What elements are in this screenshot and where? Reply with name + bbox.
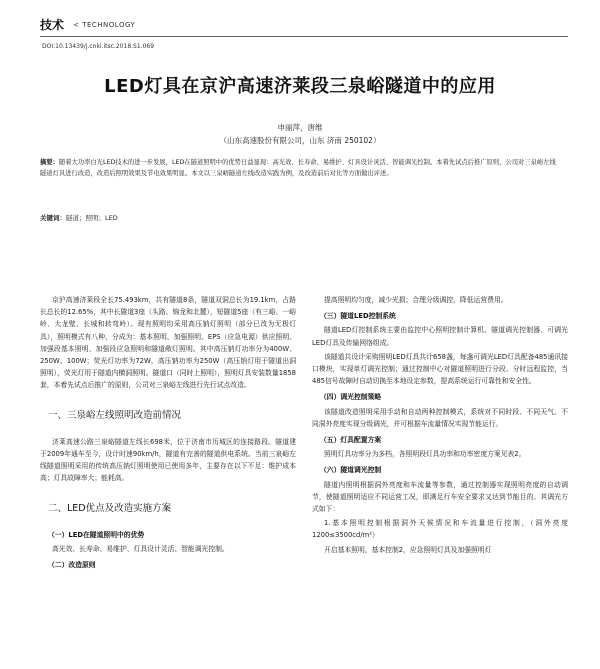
paragraph: 该隧道共设计采购照明LED灯具共计658盏，每盏可调光LED灯具配备485通讯接口模块，实现单灯调光控制；通过控制中心对隧道照明进行分段、分时远程监控，当485信号故障时自动切换至本地设定参数，提高系统运行可靠性和安全性。: [312, 352, 568, 386]
left-column: [40, 294, 296, 573]
keywords: [40, 213, 560, 222]
section1-paragraph: 济莱高速公路三泉峪隧道左线长698米，位于济南市历城区的连接路段。隧道建于2009年通车至今，设计时速90km/h，隧道有完善的隧道供电系统。当前三泉峪左线隧道照明采用的传统高压钠灯照明使用已使用多年，主要存在以下不足：维护成本高；灯具故障率大；能耗高。: [40, 437, 296, 483]
intro-paragraph: 京沪高速济莱段全长75.493km，共有隧道8条，隧道双洞总长为19.1km，占路长总长的12.65%，其中长隧道3座（头路、锦龙和北麓），短隧道5座（有三峪、一峪岭、大龙壁、长城和转弯岭）。现有照明均采用高压钠灯照明（部分已改为无极灯具），照明模式有八种，分成为：基本照明、加强照明、EPS（应急电源）供应照明、加强段基本照明、加强段应急照明和隧道敞灯照明。其中高压钠灯功率分为400W、250W、100W；荧光灯功率为72W，高压钠功率为250W（高压钠灯用于隧道出洞照明），荧光灯用于隧道内横洞照明。隧道口（同时上照明），照明灯具安装数量1858套，本着先试点后推广的原则，公司对三泉峪左线进行先行试点改造。: [40, 296, 296, 390]
right-column: [312, 294, 568, 558]
header-rule: [40, 36, 568, 37]
paragraph: 隧道内照明根据洞外亮度和车流量等参数，通过控制器实现照明亮度的自动调节，使隧道照明适应不同运营工况，即满足行车安全要求又达到节能目的。其调光方式如下：: [312, 480, 568, 514]
section-heading-1: 一、三泉峪左线照明改造前情况: [48, 409, 182, 421]
paragraph: 照明灯具功率分为多档，各照明段灯具功率和功率密度方案见表2。: [324, 450, 526, 459]
subsection-heading-5: （五）灯具配置方案: [320, 436, 382, 445]
keywords-text: 隧道；照明；LED: [66, 214, 118, 222]
subsection-heading-2: （二）改造原则: [48, 561, 96, 570]
subsection-heading-3: （三）隧道LED控制系统: [320, 312, 396, 321]
doi: DOI:10.13439/j.cnki.itsc.2018.S1.069: [42, 43, 155, 50]
subsection-heading-6: （六）隧道调光控制: [320, 466, 382, 475]
affiliation: （山东高速股份有限公司，山东 济南 250102）: [219, 136, 381, 145]
subsection1-paragraph: 高光效、长寿命、易维护、灯具设计灵活、智能调光控制。: [52, 545, 229, 554]
article-title: LED灯具在京沪高速济莱段三泉峪隧道中的应用: [104, 76, 496, 97]
paragraph: 隧道LED灯控制系统主要由监控中心照明控制计算机、隧道调光控制器、可调光LED灯具及传输网络组成。: [312, 326, 568, 347]
keywords-label: 关键词：: [40, 214, 66, 222]
paragraph: 该隧道改造照明采用手动和自动两种控制模式，系统对不同时段、不同天气、不同洞外亮度实现分级调光，并可根据车流量情况实现节能运行。: [312, 407, 568, 428]
subsection-heading-1: （一）LED在隧道照明中的优势: [48, 530, 145, 539]
abstract: [40, 158, 560, 179]
section-label-en: < TECHNOLOGY: [73, 20, 136, 29]
abstract-text: 随着大功率白光LED技术的进一步发展，LED在隧道照明中的优势日益显现：高光效、长寿命、易维护、灯具设计灵活、智能调光控制。本着先试点后推广原则，公司对三泉峪左线隧道灯具进行改造，改造后照明效果及节电效果明显。本文以三泉峪隧道左线改造实践为例，及改造前后对比等方面做出评述。: [40, 159, 556, 177]
paragraph: 开启基本照明，基本控制2，应急照明灯具及加强照明灯: [324, 545, 492, 554]
section-heading-2: 二、LED优点及改造实施方案: [48, 502, 172, 514]
section-label: 技术: [40, 18, 65, 32]
paragraph: 1.基本照明控制根据洞外天候情况和车流量进行控制，（洞外亮度1200≤3500cd/m²）: [312, 519, 568, 540]
journal-header: [40, 14, 568, 36]
authors: 申丽萍，唐维: [277, 123, 323, 132]
paragraph: 提高照明均匀度，减少光损；合理分级调控，降低运营费用。: [324, 296, 508, 304]
subsection-heading-4: （四）调光控制策略: [320, 393, 382, 402]
abstract-label: 摘要：: [40, 159, 59, 166]
